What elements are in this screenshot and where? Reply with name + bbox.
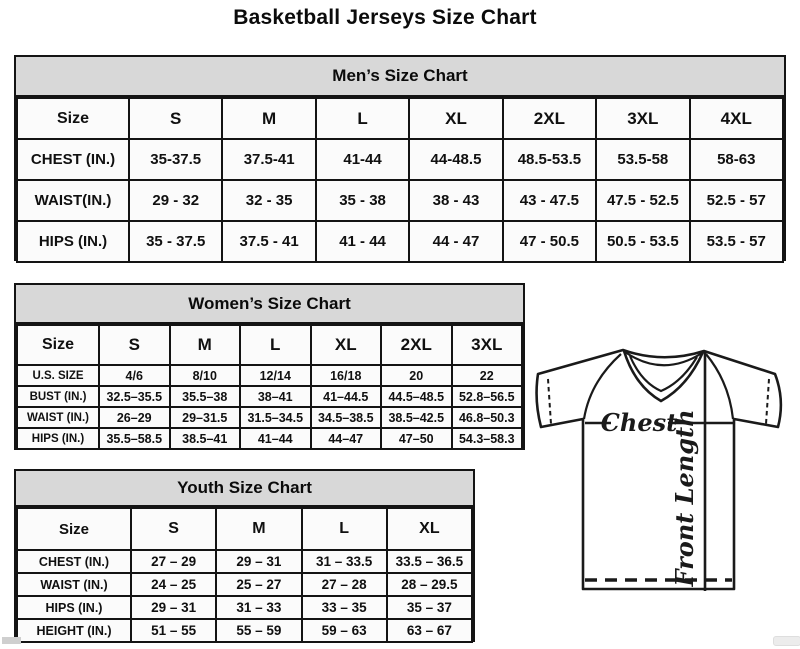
size-value-cell: 28 – 29.5: [387, 573, 472, 596]
size-value-cell: 35 – 37: [387, 596, 472, 619]
size-value-cell: 38.5–41: [170, 428, 241, 449]
size-value-cell: 53.5-58: [596, 139, 689, 180]
size-value-cell: 55 – 59: [216, 619, 301, 642]
chest-label: Chest: [600, 408, 678, 437]
size-value-cell: 52.5 - 57: [690, 180, 783, 221]
size-column-header: L: [316, 98, 409, 139]
size-value-cell: 44 - 47: [409, 221, 502, 262]
size-value-cell: 4/6: [99, 365, 170, 386]
size-value-cell: 54.3–58.3: [452, 428, 523, 449]
size-value-cell: 29–31.5: [170, 407, 241, 428]
size-column-header: XL: [409, 98, 502, 139]
size-value-cell: 43 - 47.5: [503, 180, 596, 221]
size-column-header: S: [99, 325, 170, 365]
front-length-label: Front Length: [670, 409, 699, 587]
mens-chart-header: Men’s Size Chart: [16, 57, 784, 97]
size-value-cell: 35.5–38: [170, 386, 241, 407]
mens-table: [16, 97, 784, 263]
size-value-cell: 44–47: [311, 428, 382, 449]
size-value-cell: 31 – 33: [216, 596, 301, 619]
size-value-cell: 41 - 44: [316, 221, 409, 262]
size-value-cell: 47 - 50.5: [503, 221, 596, 262]
size-column-header: 4XL: [690, 98, 783, 139]
size-column-header: M: [170, 325, 241, 365]
measurement-row-label: WAIST (IN.): [17, 573, 131, 596]
measurement-row-label: BUST (IN.): [17, 386, 99, 407]
size-value-cell: 27 – 29: [131, 550, 216, 573]
size-value-cell: 26–29: [99, 407, 170, 428]
size-column-header: 2XL: [381, 325, 452, 365]
measurement-row-label: U.S. SIZE: [17, 365, 99, 386]
size-value-cell: 32 - 35: [222, 180, 315, 221]
size-column-header: L: [240, 325, 311, 365]
size-value-cell: 38 - 43: [409, 180, 502, 221]
size-value-cell: 25 – 27: [216, 573, 301, 596]
size-corner-header: Size: [17, 98, 129, 139]
measurement-row-label: WAIST (IN.): [17, 407, 99, 428]
size-column-header: M: [222, 98, 315, 139]
size-value-cell: 33.5 – 36.5: [387, 550, 472, 573]
size-value-cell: 29 - 32: [129, 180, 222, 221]
size-column-header: L: [302, 508, 387, 550]
measurement-row-label: HIPS (IN.): [17, 221, 129, 262]
size-value-cell: 34.5–38.5: [311, 407, 382, 428]
size-value-cell: 59 – 63: [302, 619, 387, 642]
youth-table: [16, 507, 473, 643]
jersey-diagram-icon: [528, 330, 798, 644]
mens-size-chart: [14, 55, 786, 261]
size-value-cell: 50.5 - 53.5: [596, 221, 689, 262]
size-value-cell: 58-63: [690, 139, 783, 180]
bottom-left-edge-artifact: [2, 637, 21, 644]
womens-table: [16, 324, 523, 450]
size-value-cell: 20: [381, 365, 452, 386]
size-value-cell: 41-44: [316, 139, 409, 180]
size-column-header: S: [131, 508, 216, 550]
womens-size-chart: [14, 283, 525, 450]
size-value-cell: 53.5 - 57: [690, 221, 783, 262]
size-value-cell: 44.5–48.5: [381, 386, 452, 407]
size-column-header: 3XL: [596, 98, 689, 139]
size-corner-header: Size: [17, 325, 99, 365]
youth-chart-header: Youth Size Chart: [16, 471, 473, 507]
size-column-header: M: [216, 508, 301, 550]
size-value-cell: 48.5-53.5: [503, 139, 596, 180]
size-value-cell: 24 – 25: [131, 573, 216, 596]
measurement-row-label: HIPS (IN.): [17, 428, 99, 449]
size-value-cell: 37.5 - 41: [222, 221, 315, 262]
page-title: Basketball Jerseys Size Chart: [233, 6, 537, 29]
size-column-header: XL: [387, 508, 472, 550]
size-value-cell: 29 – 31: [131, 596, 216, 619]
size-value-cell: 35-37.5: [129, 139, 222, 180]
size-value-cell: 12/14: [240, 365, 311, 386]
size-corner-header: Size: [17, 508, 131, 550]
size-value-cell: 38.5–42.5: [381, 407, 452, 428]
size-value-cell: 35.5–58.5: [99, 428, 170, 449]
size-column-header: 2XL: [503, 98, 596, 139]
size-value-cell: 29 – 31: [216, 550, 301, 573]
size-value-cell: 41–44: [240, 428, 311, 449]
size-value-cell: 41–44.5: [311, 386, 382, 407]
size-value-cell: 47.5 - 52.5: [596, 180, 689, 221]
size-value-cell: 44-48.5: [409, 139, 502, 180]
size-column-header: S: [129, 98, 222, 139]
size-value-cell: 32.5–35.5: [99, 386, 170, 407]
size-value-cell: 8/10: [170, 365, 241, 386]
size-value-cell: 31 – 33.5: [302, 550, 387, 573]
size-value-cell: 38–41: [240, 386, 311, 407]
size-value-cell: 47–50: [381, 428, 452, 449]
size-value-cell: 35 - 38: [316, 180, 409, 221]
measurement-row-label: HIPS (IN.): [17, 596, 131, 619]
measurement-row-label: CHEST (IN.): [17, 139, 129, 180]
size-value-cell: 31.5–34.5: [240, 407, 311, 428]
size-column-header: XL: [311, 325, 382, 365]
size-value-cell: 35 - 37.5: [129, 221, 222, 262]
size-value-cell: 22: [452, 365, 523, 386]
size-value-cell: 27 – 28: [302, 573, 387, 596]
jersey-measurement-diagram: [528, 330, 798, 644]
size-value-cell: 52.8–56.5: [452, 386, 523, 407]
youth-size-chart: [14, 469, 475, 642]
measurement-row-label: WAIST(IN.): [17, 180, 129, 221]
measurement-row-label: HEIGHT (IN.): [17, 619, 131, 642]
womens-chart-header: Women’s Size Chart: [16, 285, 523, 324]
size-column-header: 3XL: [452, 325, 523, 365]
size-value-cell: 63 – 67: [387, 619, 472, 642]
size-value-cell: 33 – 35: [302, 596, 387, 619]
size-value-cell: 16/18: [311, 365, 382, 386]
size-value-cell: 46.8–50.3: [452, 407, 523, 428]
measurement-row-label: CHEST (IN.): [17, 550, 131, 573]
bottom-right-edge-artifact: [773, 636, 800, 646]
size-value-cell: 37.5-41: [222, 139, 315, 180]
size-value-cell: 51 – 55: [131, 619, 216, 642]
